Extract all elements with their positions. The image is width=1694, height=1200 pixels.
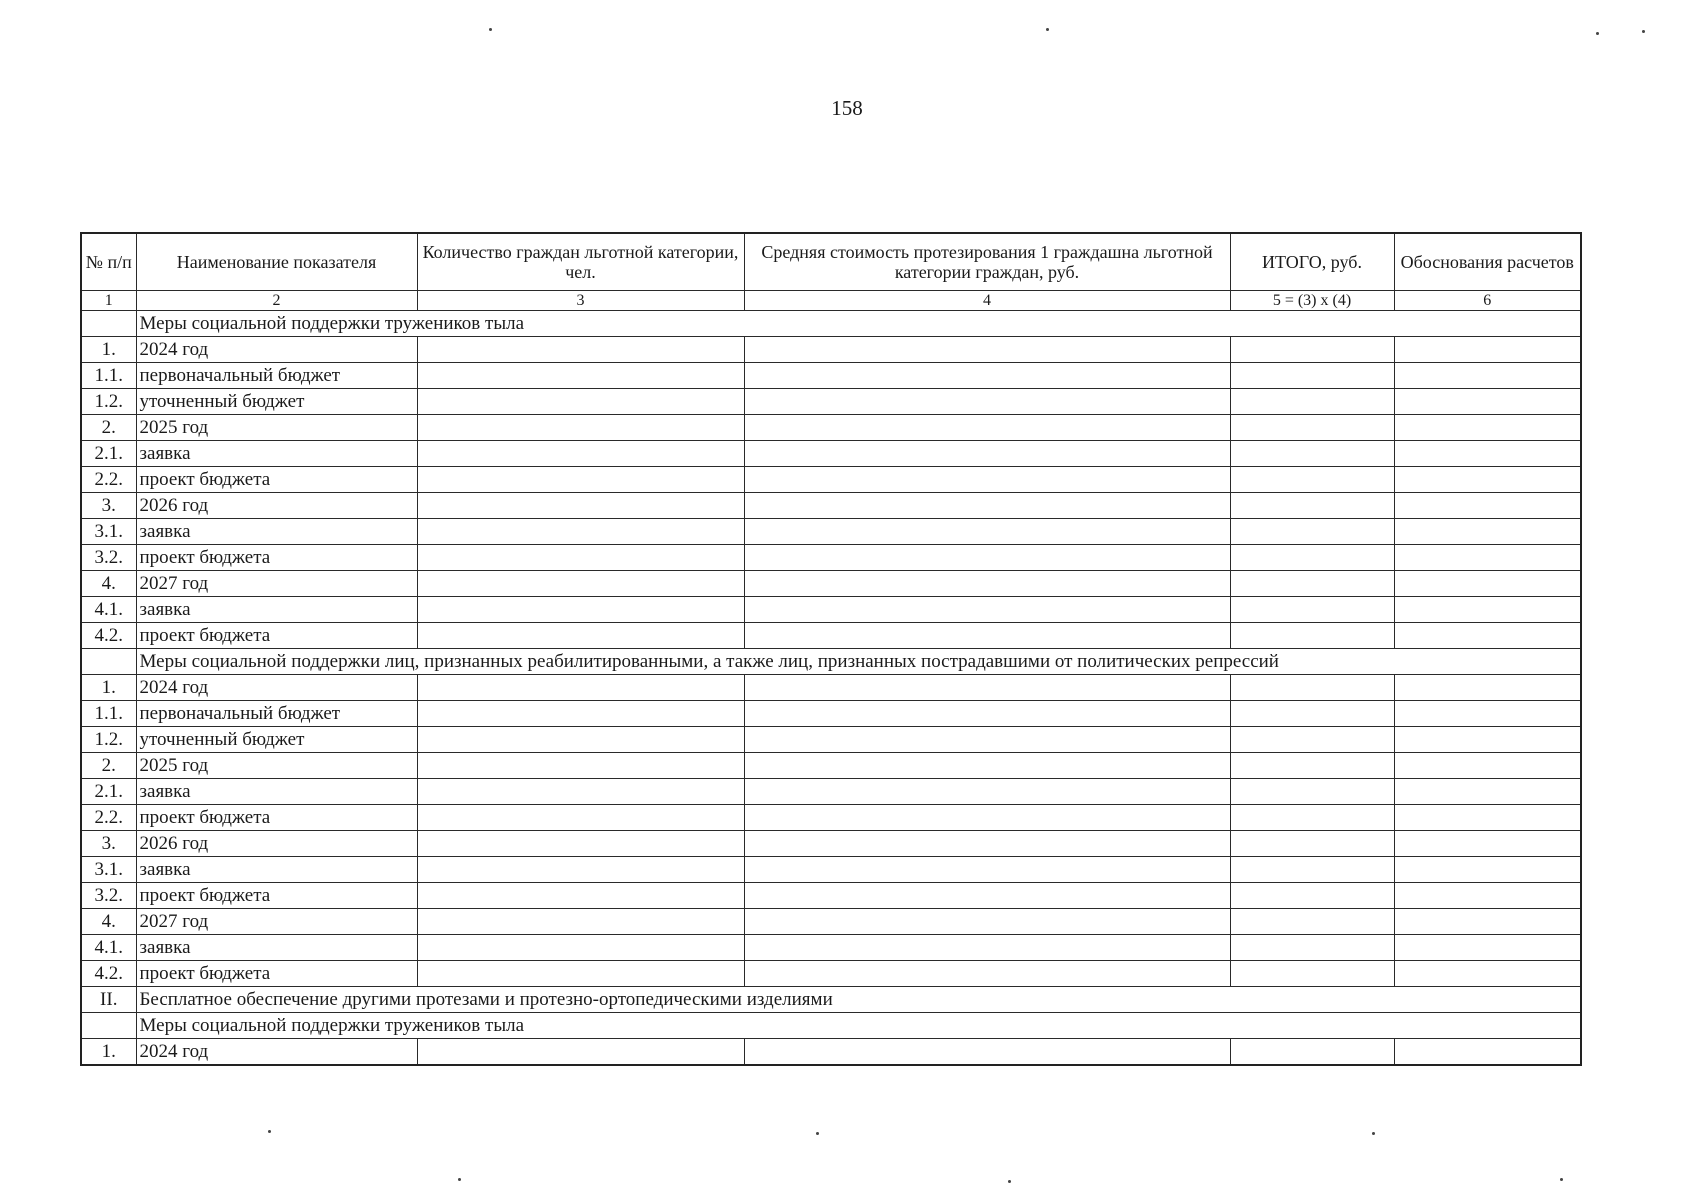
- justification-cell: [1394, 883, 1581, 909]
- citizen-count-cell: [417, 701, 744, 727]
- column-number-6: 6: [1394, 291, 1581, 311]
- row-number: 3.2.: [81, 545, 136, 571]
- citizen-count-cell: [417, 935, 744, 961]
- total-cell: [1230, 727, 1394, 753]
- table-row: [81, 337, 1581, 363]
- header-total: ИТОГО, руб.: [1230, 233, 1394, 291]
- table-row: [81, 493, 1581, 519]
- average-cost-cell: [744, 441, 1230, 467]
- row-label: 2024 год: [136, 675, 417, 701]
- justification-cell: [1394, 571, 1581, 597]
- header-justification: Обоснования расчетов: [1394, 233, 1581, 291]
- section-title: Меры социальной поддержки лиц, признанных реабилитированными, а также лиц, признанных пострадавшими от политических репрессий: [136, 649, 1581, 675]
- scan-speck: [1372, 1132, 1375, 1135]
- row-label: проект бюджета: [136, 623, 417, 649]
- average-cost-cell: [744, 779, 1230, 805]
- citizen-count-cell: [417, 675, 744, 701]
- table-header: [81, 233, 1581, 311]
- scan-speck: [816, 1132, 819, 1135]
- scan-speck: [1560, 1178, 1563, 1181]
- header-number: № п/п: [81, 233, 136, 291]
- justification-cell: [1394, 727, 1581, 753]
- table-row: [81, 779, 1581, 805]
- row-number: 2.2.: [81, 805, 136, 831]
- table-row: [81, 623, 1581, 649]
- row-number: [81, 649, 136, 675]
- table-section-row: [81, 1013, 1581, 1039]
- justification-cell: [1394, 805, 1581, 831]
- average-cost-cell: [744, 831, 1230, 857]
- total-cell: [1230, 831, 1394, 857]
- citizen-count-cell: [417, 909, 744, 935]
- justification-cell: [1394, 857, 1581, 883]
- scan-speck: [458, 1178, 461, 1181]
- total-cell: [1230, 675, 1394, 701]
- column-number-row: [81, 291, 1581, 311]
- row-number: 4.1.: [81, 597, 136, 623]
- row-label: заявка: [136, 597, 417, 623]
- table-section-row: [81, 311, 1581, 337]
- budget-table: [80, 232, 1582, 1066]
- citizen-count-cell: [417, 961, 744, 987]
- column-number-2: 2: [136, 291, 417, 311]
- page-number: 158: [831, 96, 863, 120]
- table-section-row: [81, 649, 1581, 675]
- total-cell: [1230, 519, 1394, 545]
- row-label: 2025 год: [136, 753, 417, 779]
- row-label: уточненный бюджет: [136, 727, 417, 753]
- row-number: 2.: [81, 753, 136, 779]
- row-number: 2.: [81, 415, 136, 441]
- average-cost-cell: [744, 467, 1230, 493]
- row-number: II.: [81, 987, 136, 1013]
- total-cell: [1230, 467, 1394, 493]
- row-number: 1.2.: [81, 727, 136, 753]
- column-number-1: 1: [81, 291, 136, 311]
- section-title: Меры социальной поддержки тружеников тыла: [136, 1013, 1581, 1039]
- total-cell: [1230, 623, 1394, 649]
- total-cell: [1230, 961, 1394, 987]
- column-number-4: 4: [744, 291, 1230, 311]
- scan-speck: [268, 1130, 271, 1133]
- citizen-count-cell: [417, 545, 744, 571]
- justification-cell: [1394, 779, 1581, 805]
- total-cell: [1230, 493, 1394, 519]
- row-number: 1.: [81, 337, 136, 363]
- header-row: [81, 233, 1581, 291]
- row-label: первоначальный бюджет: [136, 363, 417, 389]
- average-cost-cell: [744, 519, 1230, 545]
- table-row: [81, 1039, 1581, 1066]
- table-body: [81, 311, 1581, 1066]
- citizen-count-cell: [417, 467, 744, 493]
- total-cell: [1230, 597, 1394, 623]
- row-label: 2025 год: [136, 415, 417, 441]
- citizen-count-cell: [417, 883, 744, 909]
- row-number: 4.: [81, 571, 136, 597]
- scan-speck: [1642, 30, 1645, 33]
- total-cell: [1230, 441, 1394, 467]
- total-cell: [1230, 753, 1394, 779]
- row-label: проект бюджета: [136, 883, 417, 909]
- scan-speck: [1008, 1180, 1011, 1183]
- justification-cell: [1394, 831, 1581, 857]
- citizen-count-cell: [417, 493, 744, 519]
- row-number: 4.2.: [81, 961, 136, 987]
- citizen-count-cell: [417, 571, 744, 597]
- row-label: заявка: [136, 519, 417, 545]
- average-cost-cell: [744, 415, 1230, 441]
- justification-cell: [1394, 545, 1581, 571]
- table-row: [81, 831, 1581, 857]
- justification-cell: [1394, 675, 1581, 701]
- row-number: 3.: [81, 493, 136, 519]
- average-cost-cell: [744, 597, 1230, 623]
- average-cost-cell: [744, 857, 1230, 883]
- table-row: [81, 597, 1581, 623]
- average-cost-cell: [744, 727, 1230, 753]
- total-cell: [1230, 701, 1394, 727]
- table-row: [81, 883, 1581, 909]
- average-cost-cell: [744, 571, 1230, 597]
- row-label: первоначальный бюджет: [136, 701, 417, 727]
- row-number: 1.1.: [81, 701, 136, 727]
- row-number: 1.1.: [81, 363, 136, 389]
- average-cost-cell: [744, 805, 1230, 831]
- table-row: [81, 857, 1581, 883]
- total-cell: [1230, 779, 1394, 805]
- row-number: 3.1.: [81, 857, 136, 883]
- table-row: [81, 675, 1581, 701]
- header-citizen-count: Количество граждан льготной категории, чел.: [417, 233, 744, 291]
- table-row: [81, 701, 1581, 727]
- table-row: [81, 363, 1581, 389]
- row-label: заявка: [136, 441, 417, 467]
- citizen-count-cell: [417, 623, 744, 649]
- scan-speck: [489, 28, 492, 31]
- row-number: 1.: [81, 1039, 136, 1066]
- average-cost-cell: [744, 701, 1230, 727]
- citizen-count-cell: [417, 519, 744, 545]
- average-cost-cell: [744, 909, 1230, 935]
- table-row: [81, 441, 1581, 467]
- average-cost-cell: [744, 389, 1230, 415]
- total-cell: [1230, 545, 1394, 571]
- row-number: 3.1.: [81, 519, 136, 545]
- average-cost-cell: [744, 363, 1230, 389]
- total-cell: [1230, 415, 1394, 441]
- justification-cell: [1394, 467, 1581, 493]
- total-cell: [1230, 805, 1394, 831]
- citizen-count-cell: [417, 727, 744, 753]
- row-label: 2024 год: [136, 337, 417, 363]
- row-number: 2.2.: [81, 467, 136, 493]
- header-average-cost: Средняя стоимость протезирования 1 граждашна льготной категории граждан, руб.: [744, 233, 1230, 291]
- citizen-count-cell: [417, 857, 744, 883]
- total-cell: [1230, 909, 1394, 935]
- average-cost-cell: [744, 675, 1230, 701]
- column-number-3: 3: [417, 291, 744, 311]
- justification-cell: [1394, 909, 1581, 935]
- justification-cell: [1394, 389, 1581, 415]
- table-row: [81, 909, 1581, 935]
- table-row: [81, 571, 1581, 597]
- table-row: [81, 727, 1581, 753]
- table-row: [81, 805, 1581, 831]
- citizen-count-cell: [417, 805, 744, 831]
- row-label: проект бюджета: [136, 467, 417, 493]
- table-row: [81, 467, 1581, 493]
- row-label: проект бюджета: [136, 805, 417, 831]
- row-label: заявка: [136, 935, 417, 961]
- table-row: [81, 415, 1581, 441]
- citizen-count-cell: [417, 389, 744, 415]
- justification-cell: [1394, 935, 1581, 961]
- average-cost-cell: [744, 961, 1230, 987]
- justification-cell: [1394, 441, 1581, 467]
- row-number: [81, 1013, 136, 1039]
- average-cost-cell: [744, 753, 1230, 779]
- row-label: 2024 год: [136, 1039, 417, 1066]
- average-cost-cell: [744, 935, 1230, 961]
- justification-cell: [1394, 337, 1581, 363]
- average-cost-cell: [744, 493, 1230, 519]
- row-number: 4.: [81, 909, 136, 935]
- justification-cell: [1394, 701, 1581, 727]
- table-row: [81, 961, 1581, 987]
- section-title: Бесплатное обеспечение другими протезами и протезно-ортопедическими изделиями: [136, 987, 1581, 1013]
- average-cost-cell: [744, 883, 1230, 909]
- row-number: 2.1.: [81, 779, 136, 805]
- row-number: 1.2.: [81, 389, 136, 415]
- row-number: 4.2.: [81, 623, 136, 649]
- justification-cell: [1394, 623, 1581, 649]
- row-number: [81, 311, 136, 337]
- citizen-count-cell: [417, 779, 744, 805]
- row-number: 3.2.: [81, 883, 136, 909]
- total-cell: [1230, 935, 1394, 961]
- row-label: заявка: [136, 857, 417, 883]
- justification-cell: [1394, 1039, 1581, 1066]
- justification-cell: [1394, 493, 1581, 519]
- citizen-count-cell: [417, 1039, 744, 1066]
- justification-cell: [1394, 519, 1581, 545]
- row-number: 3.: [81, 831, 136, 857]
- row-label: уточненный бюджет: [136, 389, 417, 415]
- row-label: 2026 год: [136, 831, 417, 857]
- average-cost-cell: [744, 337, 1230, 363]
- total-cell: [1230, 337, 1394, 363]
- row-label: проект бюджета: [136, 545, 417, 571]
- row-label: заявка: [136, 779, 417, 805]
- section-title: Меры социальной поддержки тружеников тыла: [136, 311, 1581, 337]
- total-cell: [1230, 389, 1394, 415]
- column-number-5: 5 = (3) х (4): [1230, 291, 1394, 311]
- total-cell: [1230, 571, 1394, 597]
- row-number: 2.1.: [81, 441, 136, 467]
- justification-cell: [1394, 961, 1581, 987]
- table-row: [81, 545, 1581, 571]
- average-cost-cell: [744, 623, 1230, 649]
- row-label: 2026 год: [136, 493, 417, 519]
- scan-speck: [1046, 28, 1049, 31]
- citizen-count-cell: [417, 831, 744, 857]
- total-cell: [1230, 1039, 1394, 1066]
- budget-table-container: [80, 232, 1580, 1066]
- citizen-count-cell: [417, 363, 744, 389]
- total-cell: [1230, 883, 1394, 909]
- table-row: [81, 519, 1581, 545]
- row-number: 1.: [81, 675, 136, 701]
- justification-cell: [1394, 415, 1581, 441]
- citizen-count-cell: [417, 753, 744, 779]
- citizen-count-cell: [417, 441, 744, 467]
- scan-speck: [1596, 32, 1599, 35]
- total-cell: [1230, 363, 1394, 389]
- justification-cell: [1394, 753, 1581, 779]
- citizen-count-cell: [417, 597, 744, 623]
- average-cost-cell: [744, 545, 1230, 571]
- table-section-row: [81, 987, 1581, 1013]
- table-row: [81, 935, 1581, 961]
- table-row: [81, 753, 1581, 779]
- row-number: 4.1.: [81, 935, 136, 961]
- citizen-count-cell: [417, 337, 744, 363]
- row-label: 2027 год: [136, 571, 417, 597]
- average-cost-cell: [744, 1039, 1230, 1066]
- header-indicator-name: Наименование показателя: [136, 233, 417, 291]
- justification-cell: [1394, 597, 1581, 623]
- justification-cell: [1394, 363, 1581, 389]
- total-cell: [1230, 857, 1394, 883]
- row-label: проект бюджета: [136, 961, 417, 987]
- citizen-count-cell: [417, 415, 744, 441]
- table-row: [81, 389, 1581, 415]
- row-label: 2027 год: [136, 909, 417, 935]
